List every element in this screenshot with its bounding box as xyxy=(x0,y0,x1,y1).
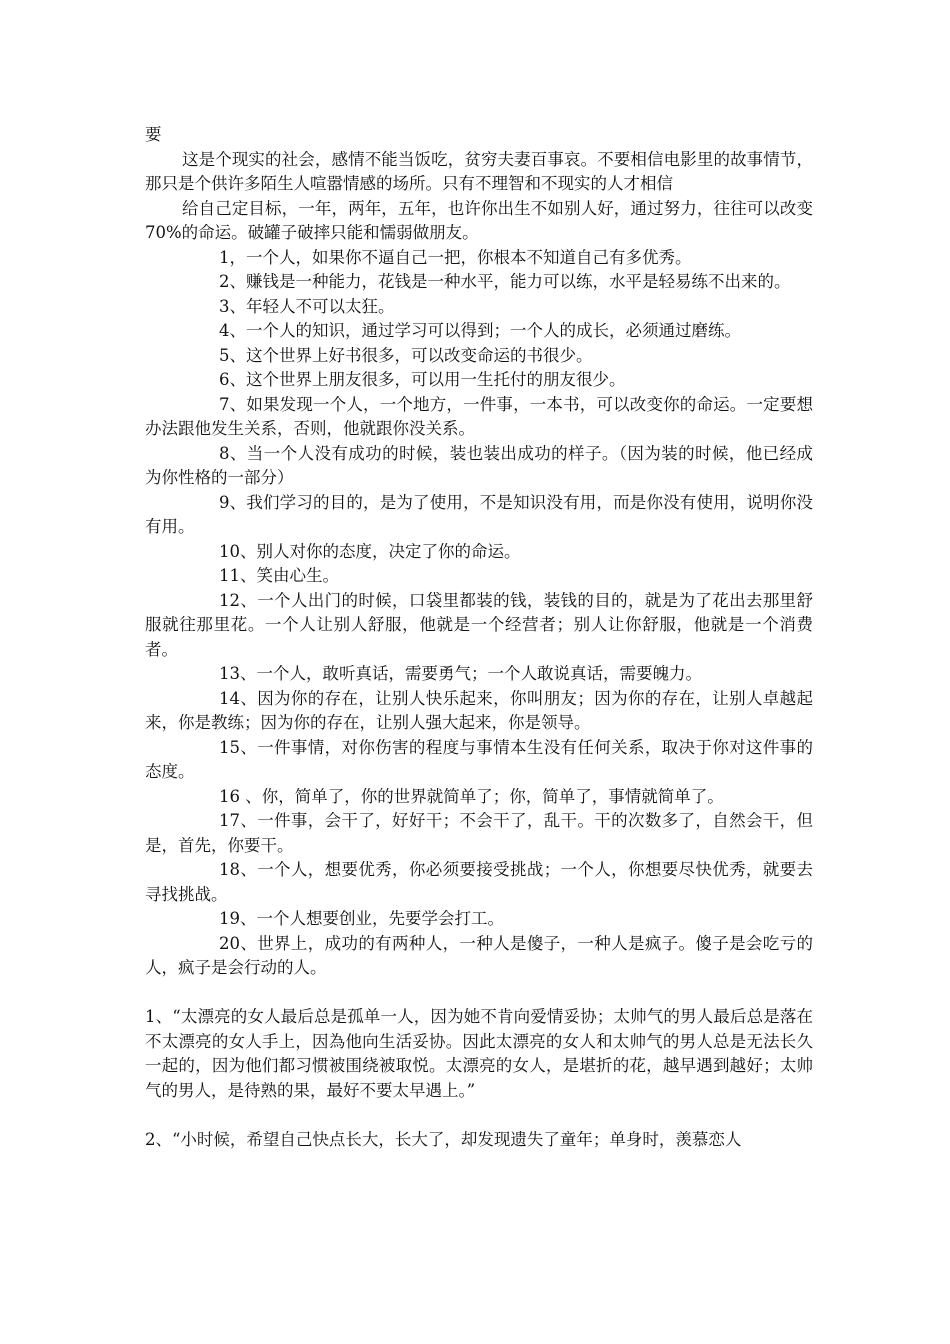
paragraph-spacer xyxy=(145,1103,813,1128)
list-item: 7、如果发现一个人，一个地方，一件事，一本书，可以改变你的命运。一定要想办法跟他发生关系，否则，他就跟你没关系。 xyxy=(145,394,813,438)
document-page xyxy=(145,123,813,1152)
list-item: 4、一个人的知识，通过学习可以得到；一个人的成长，必须通过磨练。 xyxy=(219,321,741,340)
list-item: 10、别人对你的态度，决定了你的命运。 xyxy=(219,541,521,561)
list-item: 15、一件事情，对你伤害的程度与事情本生没有任何关系，取决于你对这件事的态度。 xyxy=(145,737,813,781)
list-item: 9、我们学习的目的，是为了使用，不是知识没有用，而是你没有使用，说明你没有用。 xyxy=(145,492,813,536)
quote-paragraph: 1、“太漂亮的女人最后总是孤单一人，因为她不肯向爱情妥协；太帅气的男人最后总是落在不太漂亮的女人手上，因為他向生活妥协。因此太漂亮的女人和太帅气的男人总是无法长久一起的，因为他们都习惯被围绕被取悦。太漂亮的女人，是堪折的花，越早遇到越好；太帅气的男人，是待熟的果，最好不要太早遇上。” xyxy=(145,1007,813,1100)
list-item: 2、赚钱是一种能力，花钱是一种水平，能力可以练，水平是轻易练不出来的。 xyxy=(219,272,791,291)
list-item: 17、一件事，会干了，好好干；不会干了，乱干。干的次数多了，自然会干，但是，首先，你要干。 xyxy=(145,811,813,855)
quote-paragraph: 2、“小时候，希望自己快点长大，长大了，却发现遗失了童年；单身时，羡慕恋人 xyxy=(145,1129,742,1149)
intro-paragraph: 给自己定目标，一年，两年，五年，也许你出生不如别人好，通过努力，往往可以改变70%的命运。破罐子破摔只能和懦弱做朋友。 xyxy=(145,198,813,242)
list-item: 5、这个世界上好书很多，可以改变命运的书很少。 xyxy=(219,345,593,365)
list-item: 14、因为你的存在，让别人快乐起来，你叫朋友；因为你的存在，让别人卓越起来，你是教练；因为你的存在，让别人强大起来，你是领导。 xyxy=(145,688,813,732)
list-item: 12、一个人出门的时候，口袋里都装的钱，装钱的目的，就是为了花出去那里舒服就往那里花。一个人让别人舒服，他就是一个经营者；别人让你舒服，他就是一个消费者。 xyxy=(145,590,813,659)
list-item: 20、世界上，成功的有两种人，一种人是傻子，一种人是疯子。傻子是会吃亏的人，疯子是会行动的人。 xyxy=(145,933,813,977)
list-item: 1，一个人，如果你不逼自己一把，你根本不知道自己有多优秀。 xyxy=(219,247,692,267)
fragment-line: 要 xyxy=(145,125,162,144)
list-item: 11、笑由心生。 xyxy=(219,566,339,585)
intro-paragraph: 这是个现实的社会，感情不能当饭吃，贫穷夫妻百事哀。不要相信电影里的故事情节，那只是个供许多陌生人喧嚣情感的场所。只有不理智和不现实的人才相信 xyxy=(145,149,813,193)
list-item: 3、年轻人不可以太狂。 xyxy=(219,296,395,316)
list-item: 13、一个人，敢听真话，需要勇气；一个人敢说真话，需要魄力。 xyxy=(219,664,702,683)
paragraph-spacer xyxy=(145,981,813,1006)
list-item: 19、一个人想要创业，先要学会打工。 xyxy=(219,909,504,928)
list-item: 8、当一个人没有成功的时候，装也装出成功的样子。（因为装的时候，他已经成为你性格的一部分） xyxy=(145,443,813,487)
list-item: 18、一个人，想要优秀，你必须要接受挑战；一个人，你想要尽快优秀，就要去寻找挑战。 xyxy=(145,860,813,904)
list-item: 16 、你，简单了，你的世界就简单了；你，简单了，事情就简单了。 xyxy=(219,786,724,806)
list-item: 6、这个世界上朋友很多，可以用一生托付的朋友很少。 xyxy=(219,370,626,389)
